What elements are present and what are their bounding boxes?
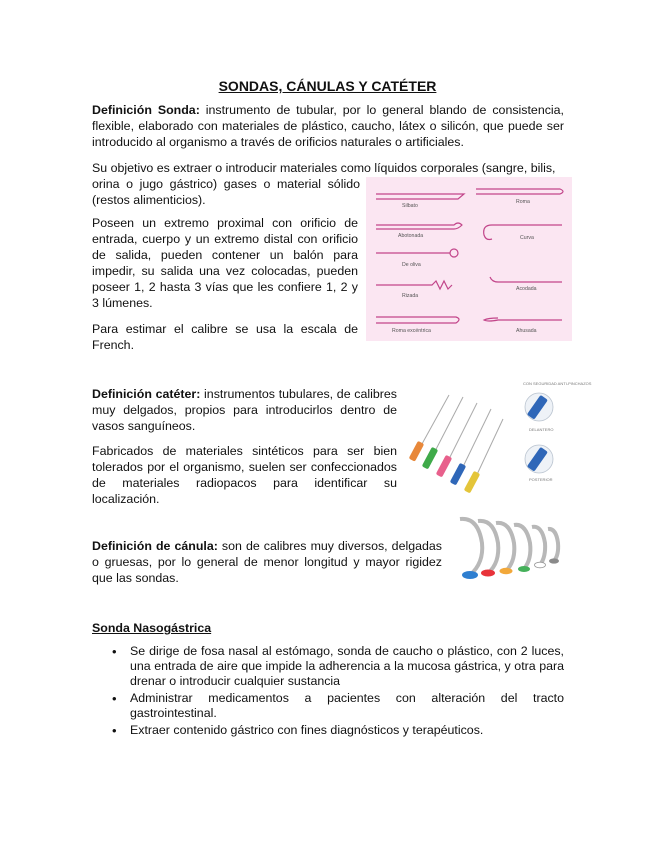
tip-label-roma: Roma [516,199,530,205]
tip-label-ahusada: Ahusada [516,328,537,334]
cateter-figure [405,375,592,497]
tip-label-romaexc: Roma excéntrica [392,328,431,334]
tip-label-acodada: Acodada [516,286,537,292]
nasogastrica-list [92,644,564,740]
tip-label-rizada: Rizada [402,293,419,299]
cateter-label-posterior: POSTERIOR [529,477,553,482]
tip-label-deoliva: De oliva [402,262,421,268]
cateter-detail-front [525,393,553,421]
canula-definition-label: Definición de cánula: [92,539,218,553]
sonda-tip-types-figure [366,177,572,341]
sonda-extremos: Poseen un extremo proximal con orificio de entrada, cuerpo y un extremo distal con orificio de salida, pueden contener un balón para impedir, su salida una vez colocadas, pueden poseer 1, 2 hasta 3 vías que les confiere 1, 2 y 3 lúmenes. [92,216,358,310]
cateter-definition-label: Definición catéter: [92,387,201,401]
tip-label-curva: Curva [520,235,534,241]
guedel-flange-orange [500,568,513,574]
cateter-fabricados: Fabricados de materiales sintéticos para ser bien tolerados por el organismo, suelen ser confeccionados de materiales radiopacos para identificar su localización. [92,444,397,506]
guedel-flange-red [481,570,495,577]
cateter-definition-text: instrumentos tubulares, de calibres muy delgados, propios para introducirlos dentro de vasos sanguíneos. [92,387,397,433]
guedel-body-6 [548,529,558,561]
cateter-label-seguridad: CON SEGURIDAD ANTI-PINCHAZOS [523,381,592,386]
sonda-definition-label: Definición Sonda: [92,103,200,117]
guedel-flange-green [518,566,530,572]
page-title: SONDAS, CÁNULAS Y CATÉTER [218,78,437,94]
sonda-definition-text: instrumento de tubular, por lo general blando de consistencia, flexible, elaborado con materiales de plástico, caucho, látex o silicón, que puede ser introducido al organismo a través de orificios naturales o artificiales. [92,103,564,149]
guedel-flange-white [535,562,546,568]
cateter-label-delantero: DELANTERO [529,427,554,432]
canula-figure [448,513,570,585]
guedel-body-4 [514,525,530,569]
canula-definition [92,538,442,586]
tip-label-silbato: Silbato [402,203,418,209]
guedel-body-1 [460,519,482,575]
sonda-calibre: Para estimar el calibre se usa la escala de French. [92,322,358,352]
cateter-definition [92,386,397,434]
guedel-flange-grey [549,558,559,563]
sonda-definition [92,102,564,150]
sonda-objetivo-line1: Su objetivo es extraer o introducir materiales como líquidos corporales (sangre, bilis, [92,161,556,175]
nasogastrica-bullet-3: • Extraer contenido gástrico con fines diagnósticos y terapéuticos. [92,723,564,738]
sonda-objetivo-line2: orina o jugo gástrico) gases o material sólido (restos alimenticios). [92,177,360,207]
nasogastrica-heading: Sonda Nasogástrica [92,621,212,635]
guedel-body-5 [532,527,545,565]
cateter-detail-back [525,445,553,473]
nasogastrica-bullet-2: • Administrar medicamentos a pacientes con alteración del tracto gastrointestinal. [92,691,564,721]
nasogastrica-bullet-1: • Se dirige de fosa nasal al estómago, sonda de caucho o plástico, con 2 luces, una entrada de aire que impide la adherencia a la mucosa gástrica, y otra para drenar o introducir cualquier sustancia [92,644,564,689]
tip-label-abotonada: Abotonada [398,233,424,239]
guedel-flange-blue [462,571,478,579]
canula-definition-text: son de calibres muy diversos, delgadas o gruesas, por lo general de menor longitud y mayor rigidez que las sondas. [92,539,442,585]
